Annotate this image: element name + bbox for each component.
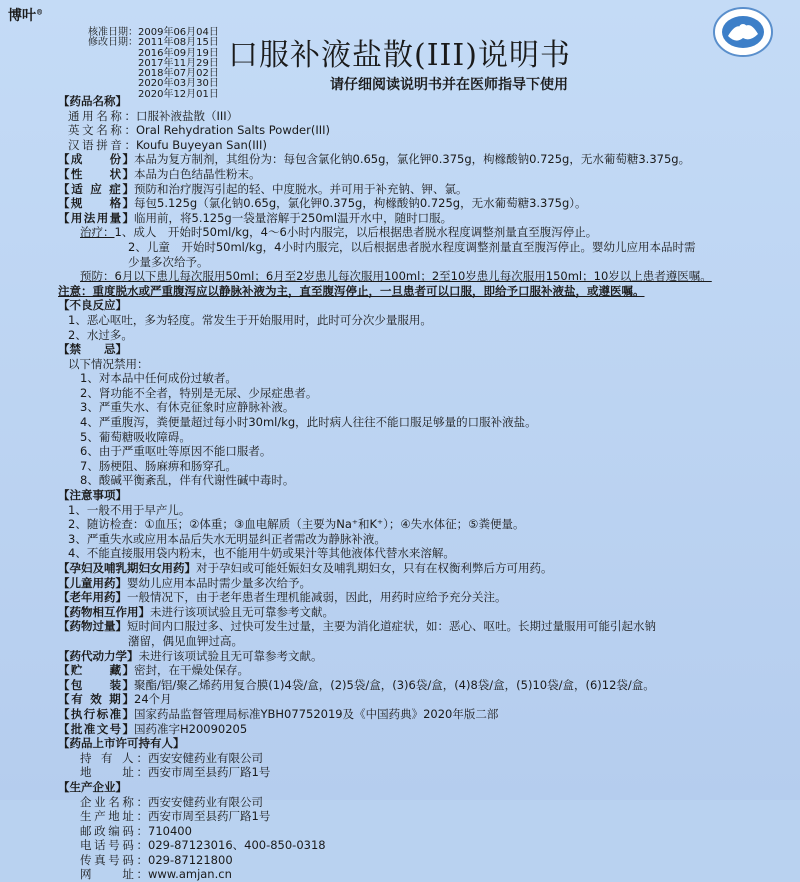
approval-date: 2009年06月04日: [138, 27, 219, 38]
otc-logo-icon: [712, 6, 774, 58]
list-item: 3、严重失水或应用本品后失水无明显纠正者需改为静脉补液。: [68, 531, 386, 546]
pharmacokinetics-row: 【药代动力学】未进行该项试验且无可靠参考文献。: [58, 648, 323, 663]
validity-row: 【有 效 期】24个月: [58, 692, 172, 707]
revision-date: 2018年07月02日: [138, 68, 219, 80]
dosage-treatment-adult: 治疗：1、成人 开始时50ml/kg，4～6小时内服完，以后根据患者脱水程度调整剂量直至腹泻停止。: [80, 225, 598, 240]
brand-logo-text: 博叶®: [8, 7, 43, 24]
composition-row: 【成 份】本品为复方制剂，其组份为：每包含氯化钠0.65g，氯化钾0.375g，枸橼酸钠0.725g，无水葡萄糖3.375g。: [58, 152, 691, 167]
manufacturer-row: 传真号码：029-87121800: [80, 852, 233, 867]
section-header-contraindications: 【禁 忌】: [58, 342, 127, 357]
list-item: 1、对本品中任何成份过敏者。: [80, 371, 237, 386]
geriatric-row: 【老年用药】一般情况下，由于老年患者生理机能减弱，因此，用药时应给予充分关注。: [58, 590, 507, 605]
section-header-manufacturer: 【生产企业】: [58, 779, 127, 794]
storage-row: 【贮 藏】密封，在干燥处保存。: [58, 663, 249, 678]
indications-row: 【适 应 症】预防和治疗腹泻引起的轻、中度脱水。并可用于补充钠、钾、氯。: [58, 181, 468, 196]
manufacturer-row: 邮政编码：710400: [80, 823, 192, 838]
revision-dates: 核准日期： 2009年06月04日 修改日期： 2011年08月15日 2016年09月19日 2017年11月29日 2018年07月02日 2020年03月30日 2020年12月01日: [88, 27, 219, 100]
standard-row: 【执行标准】国家药品监督管理局标准YBH07752019及《中国药典》2020年版二部: [58, 706, 499, 721]
section-header-adverse: 【不良反应】: [58, 298, 127, 313]
section-header-name: 【药品名称】: [58, 94, 127, 108]
list-item: 4、严重腹泻，粪便量超过每小时30ml/kg，此时病人往往不能口服足够量的口服补液盐。: [80, 415, 537, 430]
revision-date: 2020年12月01日: [138, 88, 219, 100]
common-name: 口服补液盐散（III）: [136, 108, 239, 123]
revision-date: 2011年08月15日: [138, 37, 219, 49]
interactions-row: 【药物相互作用】未进行该项试验且无可靠参考文献。: [58, 604, 334, 619]
dosage-row: 【用法用量】临用前，将5.125g一袋量溶解于250ml温开水中，随时口服。: [58, 210, 453, 225]
list-item: 2、水过多。: [68, 327, 133, 342]
approval-number-row: 【批准文号】国药准字H20090205: [58, 721, 248, 736]
manufacturer-row: 生产地址：西安市周至县药厂路1号: [80, 809, 271, 824]
list-item: 5、葡萄糖吸收障碍。: [80, 429, 191, 444]
list-item: 1、一般不用于早产儿。: [68, 502, 191, 517]
contraindications-intro: 以下情况禁用：: [68, 356, 149, 371]
list-item: 2、肾功能不全者，特别是无尿、少尿症患者。: [80, 385, 318, 400]
document-title: 口服补液盐散(III)说明书: [228, 38, 571, 73]
english-name: Oral Rehydration Salts Powder(III): [136, 123, 330, 138]
dosage-treatment-child-cont: 少量多次给予。: [128, 254, 209, 269]
manufacturer-row: 电话号码：029-87123016、400-850-0318: [80, 838, 326, 853]
list-item: 7、肠梗阻、肠麻痹和肠穿孔。: [80, 458, 237, 473]
section-header-mah: 【药品上市许可持有人】: [58, 736, 185, 751]
dosage-warning-note: 注意：重度脱水或严重腹泻应以静脉补液为主，直至腹泻停止，一旦患者可以口服，即给予口服补液盐，或遵医嘱。: [58, 283, 645, 298]
pregnancy-row: 【孕妇及哺乳期妇女用药】对于孕妇或可能妊娠妇女及哺乳期妇女，只有在权衡利弊后方可用药。: [58, 561, 553, 575]
mah-address: 地 址：西安市周至县药厂路1号: [80, 765, 271, 780]
manufacturer-row: 企业名称：西安安健药业有限公司: [80, 794, 263, 809]
overdose-row: 【药物过量】短时间内口服过多、过快可发生过量，主要为消化道症状，如：恶心、呕吐。长期过量服用可能引起水钠: [58, 619, 656, 634]
revision-date: 2016年09月19日: [138, 47, 219, 59]
pinyin-name: Koufu Buyeyan San(III): [136, 137, 267, 152]
list-item: 4、不能直接服用袋内粉末，也不能用牛奶或果汁等其他液体代替水来溶解。: [68, 546, 455, 561]
dosage-treatment-child: 2、儿童 开始时50ml/kg，4小时内服完，以后根据患者脱水程度调整剂量直至腹泻停止。婴幼儿应用本品时需: [128, 239, 696, 254]
list-item: 6、由于严重呕吐等原因不能口服者。: [80, 444, 272, 459]
section-header-precautions: 【注意事项】: [58, 488, 127, 503]
overdose-row-cont: 潴留，偶见血钾过高。: [128, 633, 243, 648]
dosage-prevention: 预防：6月以下患儿每次服用50ml；6月至2岁患儿每次服用100ml；2至10岁患儿每次服用150ml；10岁以上患者遵医嘱。: [80, 269, 712, 284]
leaflet-body: 【药品名称】 通用名称：口服补液盐散（III） 英文名称：Oral Rehydration Salts Powder(III) 汉语拼音：Koufu Buyeyan San(III) 【成 份】本品为复方制剂，其组份为：每包含氯化钠0.65g，氯化钾0.375g，枸橼酸钠0.725g，无水葡萄糖3.375g。 【性 状】本品为白色结晶性粉末。 【适 应 症】预防和治疗腹泻引起的轻、中度脱水。并可用于补充钠、钾、氯。 【规 格】每包5.125g（氯化钠0.65g，氯化钾0.375g，枸橼酸钠0.725g，无水葡萄糖3.375g）。 【用法用量】临用前，将5.125g一袋量溶解于250ml温开水中，随时口服。 治疗：1、成人 开始时50ml/kg，4～6小时内服完，以后根据患者脱水程度调整剂量直至腹泻停止。 2、儿童 开始时50ml/kg，4小时内服完，以后根据患者脱水程度调整剂量直至腹泻停止。婴幼儿应用本品时需 少量多次给予。 预防：6月以下患儿每次服用50ml；6月至2岁患儿每次服用100ml；2至10岁患儿每次服用150ml；10岁以上患者遵医嘱。 注意：重度脱水或严重腹泻应以静脉补液为主，直至腹泻停止，一旦患者可以口服，即给予口服补液盐，或遵医嘱。 【不良反应】 1、恶心呕吐，多为轻度。常发生于开始服用时，此时可分次少量服用。 2、水过多。 【禁 忌】 以下情况禁用： 1、对本品中任何成份过敏者。 2、肾功能不全者，特别是无尿、少尿症患者。 3、严重失水、有休克征象时应静脉补液。 4、严重腹泻，粪便量超过每小时30ml/kg，此时病人往往不能口服足够量的口服补液盐。 5、葡萄糖吸收障碍。 6、由于严重呕吐等原因不能口服者。 7、肠梗阻、肠麻痹和肠穿孔。 8、酸碱平衡紊乱，伴有代谢性碱中毒时。 【注意事项】 1、一般不用于早产儿。 2、随访检查：①血压；②体重；③血电解质（主要为Na⁺和K⁺）；④失水体征；⑤粪便量。 3、严重失水或应用本品后失水无明显纠正者需改为静脉补液。 4、不能直接服用袋内粉末，也不能用牛奶或果汁等其他液体代替水来溶解。 【孕妇及哺乳期妇女用药】对于孕妇或可能妊娠妇女及哺乳期妇女，只有在权衡利弊后方可用药。 【儿童用药】婴幼儿应用本品时需少量多次给予。 【老年用药】一般情况下，由于老年患者生理机能减弱，因此，用药时应给予充分关注。 【药物相互作用】未进行该项试验且无可靠参考文献。 【药物过量】短时间内口服过多、过快可发生过量，主要为消化道症状，如：恶心、呕吐。长期过量服用可能引起水钠 潴留，偶见血钾过高。 【药代动力学】未进行该项试验且无可靠参考文献。 【贮 藏】密封，在干燥处保存。 【包 装】聚酯/铝/聚乙烯药用复合膜(1)4袋/盒，(2)5袋/盒，(3)6袋/盒，(4)8袋/盒，(5)10袋/盒，(6)12袋/盒。 【有 效 期】24个月 【执行标准】国家药品监督管理局标准YBH07752019及《中国药典》2020年版二部 【批准文号】国药准字H20090205 【药品上市许可持有人】 持 有 人：西安安健药业有限公司 地 址：西安市周至县药厂路1号 【生产企业】 企业名称：西安安健药业有限公司 生产地址：西安市周至县药厂路1号 邮政编码：710400 电话号码：029-87123016、400-850-0318 传真号码：029-87121800 网 址：www.amjan.cn: [58, 94, 796, 882]
revision-date: 2020年03月30日: [138, 78, 219, 90]
list-item: 2、随访检查：①血压；②体重；③血电解质（主要为Na⁺和K⁺）；④失水体征；⑤粪便量。: [68, 517, 525, 532]
pediatric-row: 【儿童用药】婴幼儿应用本品时需少量多次给予。: [58, 575, 311, 590]
list-item: 8、酸碱平衡紊乱，伴有代谢性碱中毒时。: [80, 473, 295, 488]
mah-holder: 持 有 人：西安安健药业有限公司: [80, 750, 263, 765]
description-row: 【性 状】本品为白色结晶性粉末。: [58, 166, 261, 181]
list-item: 3、严重失水、有休克征象时应静脉补液。: [80, 400, 295, 415]
package-row: 【包 装】聚酯/铝/聚乙烯药用复合膜(1)4袋/盒，(2)5袋/盒，(3)6袋/盒，(4)8袋/盒，(5)10袋/盒，(6)12袋/盒。: [58, 677, 655, 692]
document-subtitle: 请仔细阅读说明书并在医师指导下使用: [330, 77, 568, 93]
revision-date: 2017年11月29日: [138, 57, 219, 69]
specification-row: 【规 格】每包5.125g（氯化钠0.65g，氯化钾0.375g，枸橼酸钠0.725g，无水葡萄糖3.375g）。: [58, 196, 587, 211]
manufacturer-row: 网 址：www.amjan.cn: [80, 867, 232, 882]
list-item: 1、恶心呕吐，多为轻度。常发生于开始服用时，此时可分次少量服用。: [68, 312, 432, 327]
